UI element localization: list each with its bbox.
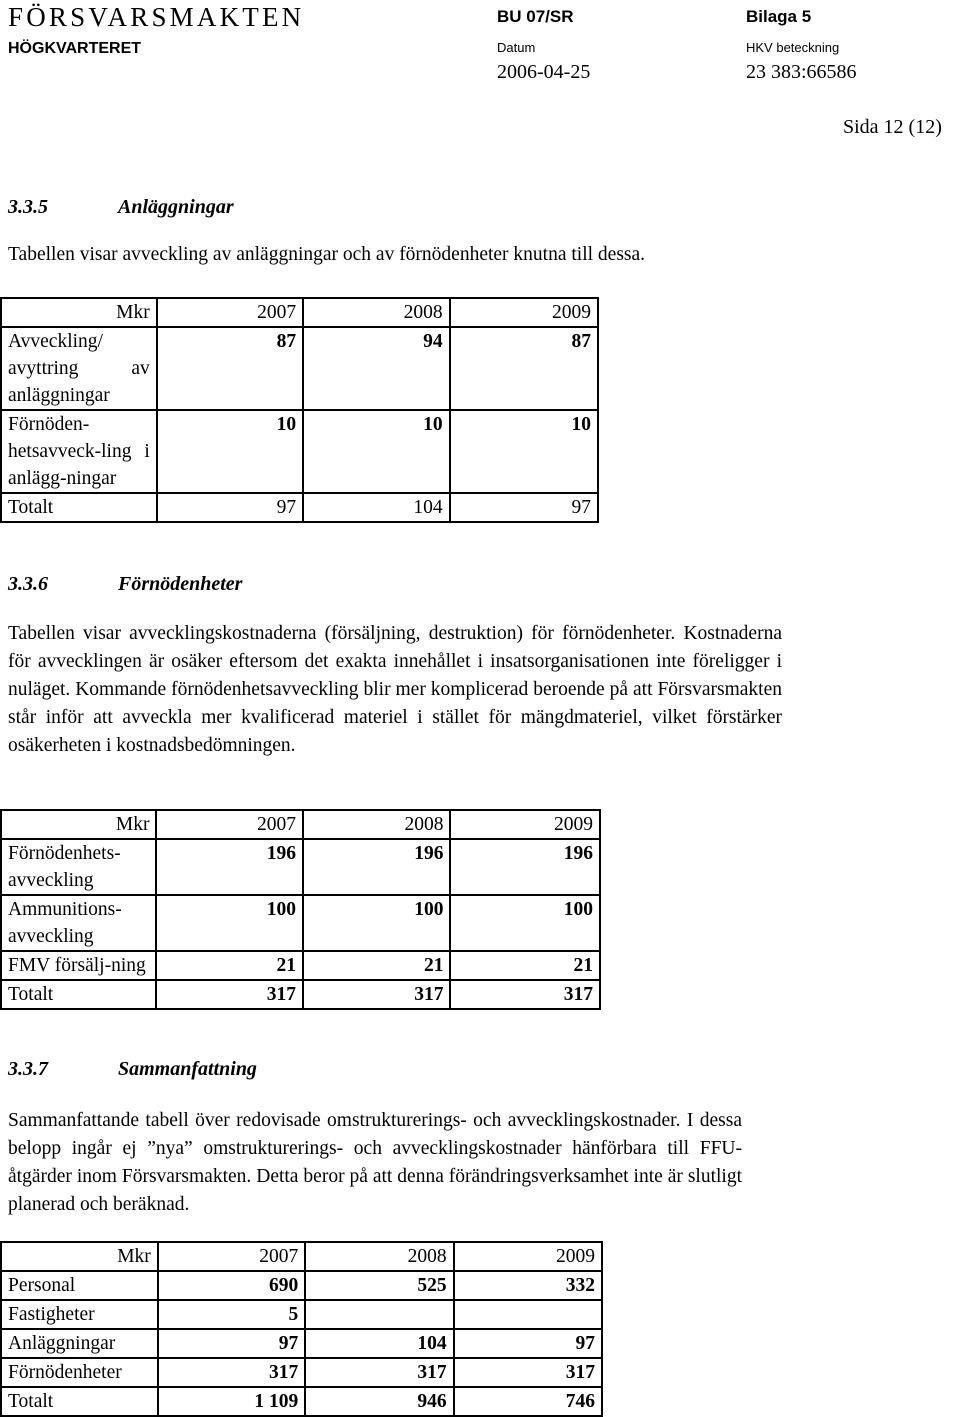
table-header-row: [1, 810, 600, 839]
header-cell: Mkr: [1, 298, 157, 327]
row-label: Förnöden-hetsavveck-ling i anlägg-ningar: [1, 410, 157, 493]
header-cell: Mkr: [1, 1242, 158, 1271]
value-cell: 317: [156, 980, 303, 1009]
header-cell: 2007: [158, 1242, 305, 1271]
value-cell: 100: [156, 895, 303, 951]
table-row: [1, 1300, 602, 1329]
value-cell: 104: [303, 493, 449, 522]
row-label: Totalt: [1, 980, 156, 1009]
table-row: [1, 410, 598, 493]
value-cell: 1 109: [158, 1387, 305, 1416]
table-row: [1, 839, 600, 895]
table-header-row: [1, 1242, 602, 1271]
value-cell: 100: [450, 895, 600, 951]
value-cell: 196: [303, 839, 451, 895]
appendix-label: Bilaga 5: [746, 7, 812, 26]
header-cell: Mkr: [1, 810, 156, 839]
value-cell: 5: [158, 1300, 305, 1329]
value-cell: 317: [450, 980, 600, 1009]
value-cell: 97: [450, 493, 598, 522]
row-label: FMV försälj-ning: [1, 951, 156, 980]
header-cell: 2007: [157, 298, 303, 327]
value-cell: 317: [454, 1358, 602, 1387]
date-value: 2006-04-25: [497, 61, 591, 83]
value-cell: 196: [450, 839, 600, 895]
header-cell: 2008: [303, 810, 451, 839]
facilities-table: [0, 297, 599, 523]
header-cell: 2008: [303, 298, 449, 327]
value-cell: 97: [158, 1329, 305, 1358]
value-cell: 946: [305, 1387, 453, 1416]
value-cell: 87: [450, 327, 598, 410]
section-number: 3.3.6: [8, 573, 48, 595]
document-number: BU 07/SR: [497, 7, 574, 26]
table-row: [1, 980, 600, 1009]
table-row: [1, 895, 600, 951]
row-label: Totalt: [1, 493, 157, 522]
row-label: Anläggningar: [1, 1329, 158, 1358]
section-heading-335: [8, 196, 234, 219]
org-name: FÖRSVARSMAKTEN: [8, 2, 305, 32]
value-cell: 10: [303, 410, 449, 493]
table-header-row: [1, 298, 598, 327]
date-label: Datum: [497, 40, 536, 55]
section-paragraph: Tabellen visar avvecklingskostnaderna (försäljning, destruktion) för förnödenheter. Kostnaderna för avvecklingen är osäker eftersom det exakta innehållet i insatsorganisationen inte föreligger i nuläget. Kommande förnödenhetsavveckling blir mer komplicerad beroende på att Försvarsmakten står inför att avveckla mer kvalificerad materiel i stället för mängdmateriel, vilket förstärker osäkerheten i kostnadsbedömningen.: [8, 623, 782, 756]
reference-label: HKV beteckning: [746, 40, 840, 55]
header-cell: 2009: [450, 810, 600, 839]
section-intro: Tabellen visar avveckling av anläggningar och av förnödenheter knutna till dessa.: [8, 244, 646, 265]
value-cell: 525: [305, 1271, 453, 1300]
table-row: [1, 1271, 602, 1300]
table-row: [1, 327, 598, 410]
hq-name: HÖGKVARTERET: [8, 40, 142, 57]
row-label: Avveckling/ avyttring av anläggningar: [1, 327, 157, 410]
table-row: [1, 951, 600, 980]
table-row: [1, 1358, 602, 1387]
section-title: Anläggningar: [118, 196, 234, 218]
value-cell: 317: [303, 980, 451, 1009]
page-number: Sida 12 (12): [843, 116, 942, 138]
table-row: [1, 493, 598, 522]
summary-table: [0, 1241, 603, 1417]
reference-value: 23 383:66586: [746, 61, 857, 83]
value-cell: 21: [303, 951, 451, 980]
header-cell: 2009: [450, 298, 598, 327]
row-label: Totalt: [1, 1387, 158, 1416]
value-cell: [454, 1300, 602, 1329]
header-cell: 2009: [454, 1242, 602, 1271]
value-cell: 21: [156, 951, 303, 980]
row-label: Personal: [1, 1271, 158, 1300]
value-cell: 104: [305, 1329, 453, 1358]
section-title: Förnödenheter: [118, 573, 243, 595]
value-cell: 94: [303, 327, 449, 410]
section-number: 3.3.5: [8, 196, 48, 218]
header-cell: 2008: [305, 1242, 453, 1271]
value-cell: 97: [157, 493, 303, 522]
value-cell: 317: [158, 1358, 305, 1387]
value-cell: 317: [305, 1358, 453, 1387]
value-cell: 100: [303, 895, 451, 951]
value-cell: 196: [156, 839, 303, 895]
value-cell: 87: [157, 327, 303, 410]
value-cell: 21: [450, 951, 600, 980]
table-row: [1, 1329, 602, 1358]
row-label: Förnödenheter: [1, 1358, 158, 1387]
value-cell: 746: [454, 1387, 602, 1416]
supplies-table: [0, 809, 601, 1010]
value-cell: 690: [158, 1271, 305, 1300]
value-cell: [305, 1300, 453, 1329]
section-paragraph: Sammanfattande tabell över redovisade omstrukturerings- och avvecklingskostnader. I dessa belopp ingår ej ”nya” omstrukturerings- och avvecklingskostnader hänförbara till FFU-åtgärder inom Försvarsmakten. Detta beror på att denna förändringsverksamhet inte är slutligt planerad och beräknad.: [8, 1110, 742, 1215]
row-label: Förnödenhets-avveckling: [1, 839, 156, 895]
value-cell: 332: [454, 1271, 602, 1300]
value-cell: 10: [450, 410, 598, 493]
value-cell: 97: [454, 1329, 602, 1358]
header-cell: 2007: [156, 810, 303, 839]
value-cell: 10: [157, 410, 303, 493]
section-heading-337: [8, 1058, 257, 1081]
row-label: Ammunitions-avveckling: [1, 895, 156, 951]
section-number: 3.3.7: [8, 1058, 48, 1080]
row-label: Fastigheter: [1, 1300, 158, 1329]
section-heading-336: [8, 573, 242, 596]
section-title: Sammanfattning: [118, 1058, 257, 1080]
